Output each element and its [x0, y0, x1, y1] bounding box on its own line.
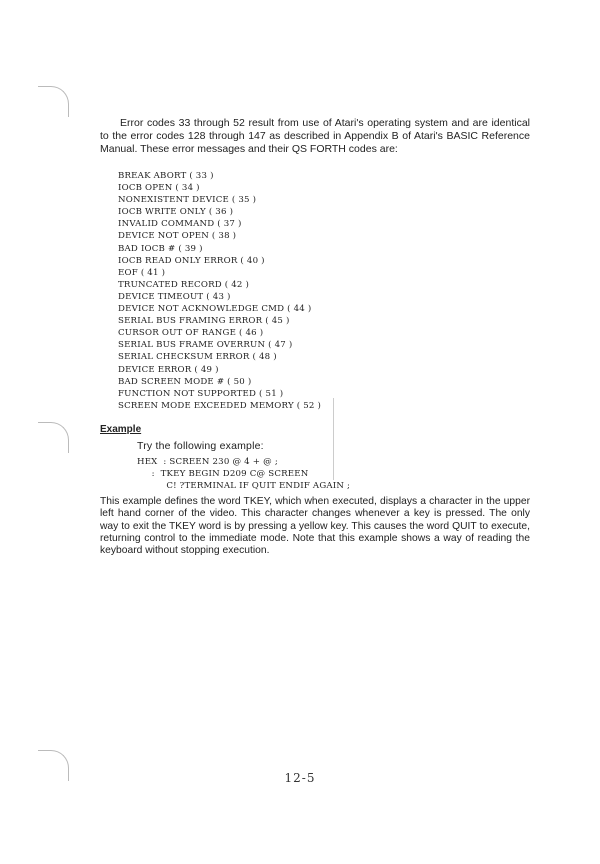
code-line: C! ?TERMINAL IF QUIT ENDIF AGAIN ;	[137, 481, 351, 492]
error-code-item: BREAK ABORT ( 33 )	[118, 171, 214, 181]
intro-paragraph	[100, 117, 530, 155]
error-code-item: DEVICE TIMEOUT ( 43 )	[118, 291, 231, 302]
code-line: : TKEY BEGIN D209 C@ SCREEN	[137, 469, 309, 480]
error-code-item: SCREEN MODE EXCEEDED MEMORY ( 52 )	[118, 400, 322, 411]
error-code-item: IOCB OPEN ( 34 )	[118, 183, 200, 194]
intro-text: Error codes 33 through 52 result from use of Atari's operating system and are identical to the error codes 128 through 147 as described in Appendix B of Atari's BASIC Reference Manual. These error messages and their QS FORTH codes are:	[100, 117, 530, 155]
error-code-item: DEVICE NOT ACKNOWLEDGE CMD ( 44 )	[118, 304, 312, 315]
binder-hole-mark	[38, 422, 69, 453]
error-code-item: DEVICE NOT OPEN ( 38 )	[118, 231, 237, 242]
explanation-paragraph: This example defines the word TKEY, which when executed, displays a character in the upper left hand corner of the video. This character changes whenever a key is pressed. The only way to exit the TKEY word is by pressing a yellow key. This causes the word QUIT to execute, returning control to the immediate mode. Note that this example shows a way of reading the keyboard without stopping execution.	[100, 496, 530, 557]
error-code-item: SERIAL CHECKSUM ERROR ( 48 )	[118, 352, 277, 363]
error-code-item: DEVICE ERROR ( 49 )	[118, 364, 219, 375]
error-code-item: IOCB WRITE ONLY ( 36 )	[118, 207, 234, 218]
error-code-item: INVALID COMMAND ( 37 )	[118, 219, 242, 230]
error-code-item: SERIAL BUS FRAME OVERRUN ( 47 )	[118, 340, 293, 351]
code-line: HEX : SCREEN 230 @ 4 + @ ;	[137, 457, 278, 467]
code-example	[137, 456, 350, 493]
error-code-item: EOF ( 41 )	[118, 267, 166, 278]
try-example-text: Try the following example:	[137, 440, 264, 452]
error-code-list	[118, 170, 321, 412]
binder-hole-mark	[38, 86, 69, 117]
error-code-item: CURSOR OUT OF RANGE ( 46 )	[118, 328, 264, 339]
page-number: 12-5	[284, 771, 316, 785]
error-code-item: BAD SCREEN MODE # ( 50 )	[118, 376, 252, 387]
error-code-item: NONEXISTENT DEVICE ( 35 )	[118, 195, 257, 206]
example-heading: Example	[100, 424, 142, 435]
error-code-item: SERIAL BUS FRAMING ERROR ( 45 )	[118, 316, 290, 327]
error-code-item: TRUNCATED RECORD ( 42 )	[118, 279, 250, 290]
error-code-item: IOCB READ ONLY ERROR ( 40 )	[118, 255, 265, 266]
error-code-item: BAD IOCB # ( 39 )	[118, 243, 203, 254]
error-code-item: FUNCTION NOT SUPPORTED ( 51 )	[118, 388, 284, 399]
